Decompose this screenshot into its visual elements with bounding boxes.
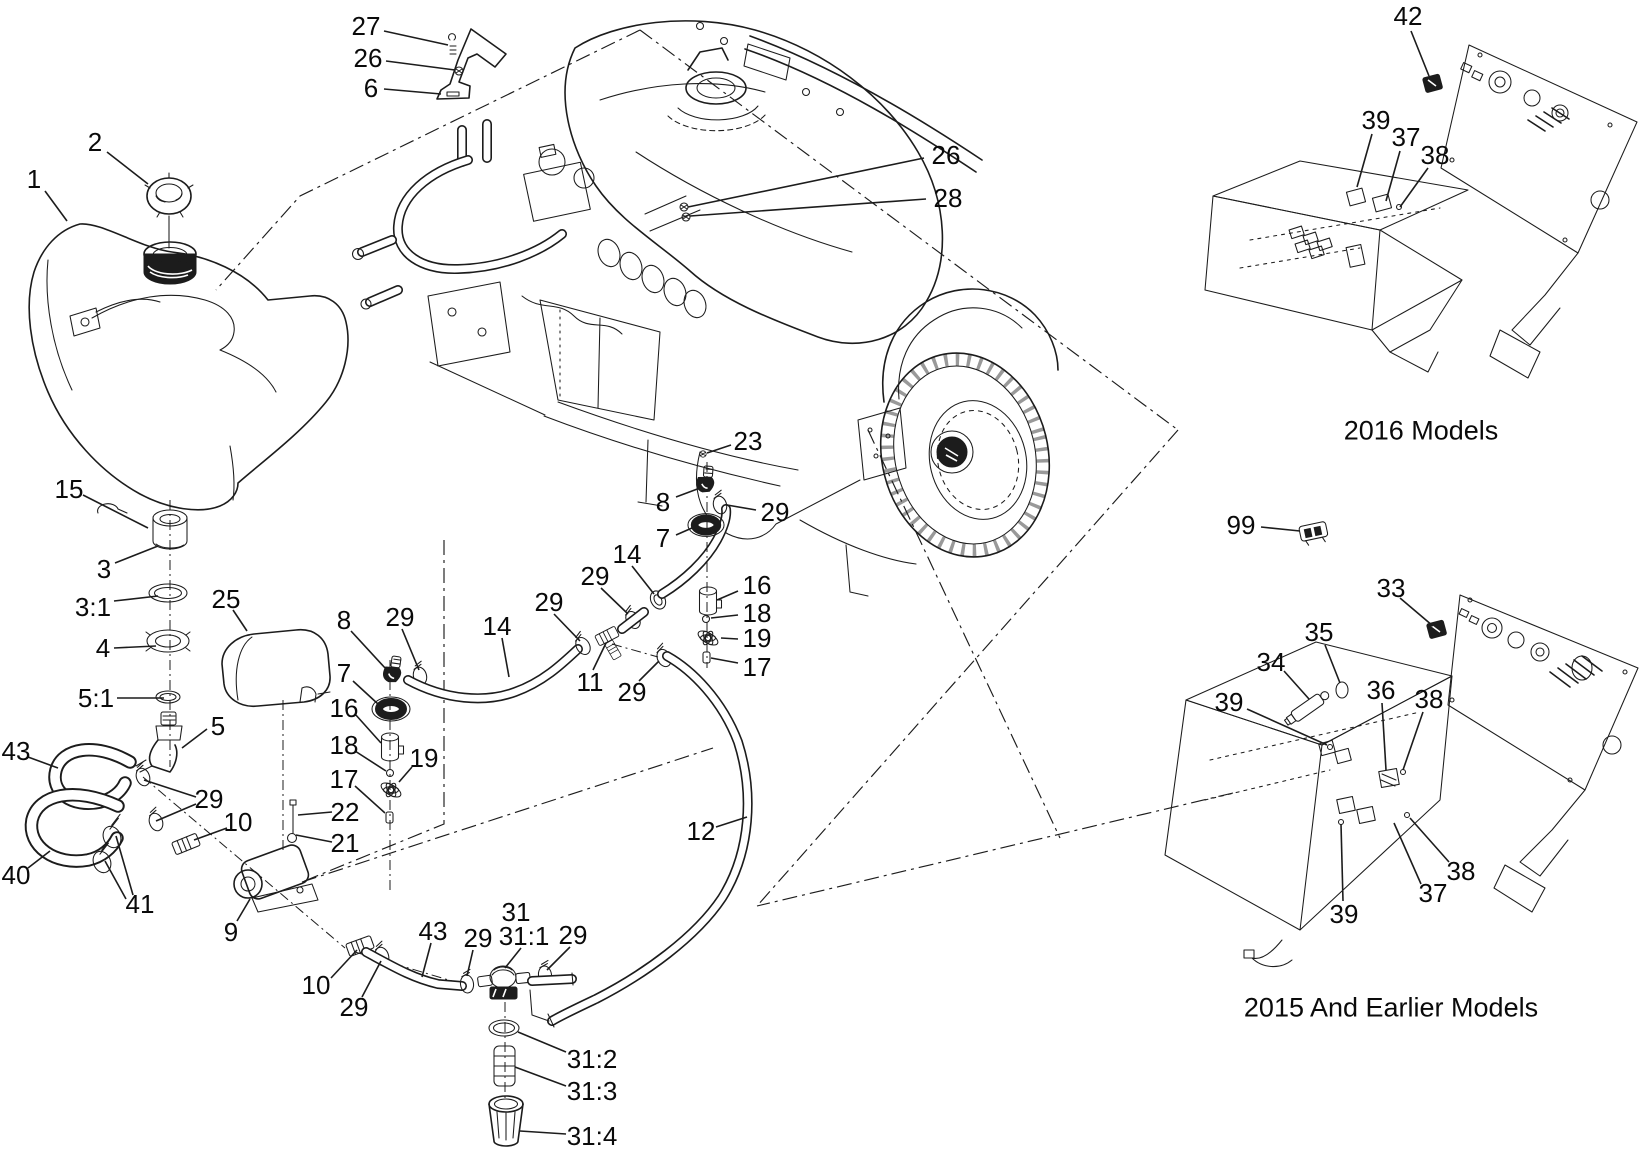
- callout-label: 29: [534, 587, 564, 617]
- screw-38b: [1401, 770, 1406, 775]
- console-2016: [1205, 45, 1637, 378]
- callout-label: 38: [1420, 140, 1450, 170]
- callout-label: 14: [612, 539, 642, 569]
- callout-label: 16: [329, 693, 359, 723]
- callout-leader: [1394, 823, 1421, 884]
- callout-leader: [83, 495, 148, 528]
- callout-label: 19: [409, 743, 439, 773]
- callout-leader: [1341, 824, 1343, 901]
- callout-label: 18: [742, 598, 772, 628]
- callout-leader: [296, 835, 332, 842]
- callout-label: 4: [95, 633, 111, 663]
- callout-label: 38: [1414, 684, 1444, 714]
- seal-4: [146, 630, 190, 652]
- callout-leader: [711, 658, 738, 663]
- callout-leader: [515, 1067, 566, 1086]
- caption-2016-models: 2016 Models: [1343, 415, 1499, 446]
- callout-label: 12: [686, 816, 716, 846]
- callout-leader: [1284, 671, 1309, 699]
- ring-21: [288, 834, 297, 843]
- callout-leader: [1357, 134, 1372, 187]
- callout-label: 14: [482, 611, 512, 641]
- callout-label: 10: [223, 807, 253, 837]
- callout-label: 41: [125, 889, 155, 919]
- callout-leader: [721, 638, 738, 639]
- callout-label: 31: [501, 897, 531, 927]
- callout-leader: [717, 591, 738, 600]
- callout-leader: [384, 31, 448, 45]
- callout-label: 2: [87, 127, 103, 157]
- callout-label: 26: [931, 140, 961, 170]
- callout-label: 27: [351, 11, 381, 41]
- callout-label: 42: [1393, 1, 1423, 31]
- callout-label: 35: [1304, 617, 1334, 647]
- callout-leader: [331, 950, 357, 978]
- callout-label: 39: [1329, 899, 1359, 929]
- callout-leader: [1410, 818, 1449, 862]
- callout-leader: [402, 629, 419, 670]
- relay-39: [1346, 188, 1365, 206]
- machine-overview: [353, 21, 1071, 596]
- callout-label: 99: [1226, 510, 1256, 540]
- callout-label: 11: [576, 667, 604, 697]
- fuel-tank: [29, 173, 348, 510]
- fuse-99: [1299, 521, 1330, 546]
- callout-leader: [502, 638, 509, 677]
- rear-wheel: [846, 289, 1070, 596]
- caption-2015-earlier-models: 2015 And Earlier Models: [1243, 992, 1539, 1023]
- callout-label: 39: [1361, 105, 1391, 135]
- oring-5-1: [156, 691, 180, 703]
- relay-cluster-2015: [1319, 740, 1410, 824]
- callout-label: 29: [385, 602, 415, 632]
- relay-37: [1372, 194, 1391, 212]
- callout-leader: [1382, 703, 1386, 770]
- callout-label: 28: [933, 183, 963, 213]
- callout-label: 37: [1391, 122, 1421, 152]
- callout-label: 29: [558, 920, 588, 950]
- callout-leader: [1400, 168, 1428, 207]
- callout-label: 34: [1256, 647, 1286, 677]
- callout-leader: [45, 191, 67, 221]
- callout-leader: [520, 1131, 566, 1134]
- callout-leader: [351, 631, 386, 669]
- callout-leader: [1261, 527, 1300, 531]
- callout-label: 37: [1418, 878, 1448, 908]
- callout-label: 7: [655, 523, 671, 553]
- callout-label: 29: [194, 784, 224, 814]
- callout-label: 29: [339, 992, 369, 1022]
- callout-label: 31:2: [566, 1044, 618, 1074]
- callout-leader: [601, 588, 628, 614]
- relay-36: [1379, 769, 1400, 788]
- callout-label: 8: [655, 487, 671, 517]
- callout-leader: [1247, 709, 1327, 745]
- callout-leader: [676, 528, 692, 535]
- ring-35: [1336, 682, 1348, 698]
- callout-label: 29: [463, 923, 493, 953]
- callout-label: 5: [210, 711, 226, 741]
- callout-leader: [1411, 31, 1429, 76]
- callout-leader: [518, 1032, 566, 1052]
- callout-leader: [676, 488, 700, 497]
- callout-leader: [107, 152, 148, 184]
- callout-label: 21: [330, 828, 360, 858]
- callout-label: 19: [742, 623, 772, 653]
- callout-label: 17: [742, 652, 772, 682]
- hose-12: [548, 656, 748, 1027]
- plug-42: [1422, 74, 1442, 93]
- callout-label: 16: [742, 570, 772, 600]
- callout-label: 3:1: [74, 592, 112, 622]
- callout-leader: [298, 812, 332, 815]
- callout-label: 25: [211, 584, 241, 614]
- callout-leader: [711, 615, 738, 618]
- callout-label: 7: [336, 658, 352, 688]
- callout-layer: [2, 1, 1476, 1151]
- callout-label: 29: [580, 561, 610, 591]
- callout-leader: [114, 596, 158, 601]
- callout-leader: [505, 948, 521, 968]
- hose-14-assembly: [408, 509, 726, 698]
- callout-label: 8: [336, 605, 352, 635]
- callout-leader: [194, 828, 227, 840]
- callout-leader: [727, 505, 756, 510]
- callout-label: 1: [26, 164, 42, 194]
- callout-label: 18: [329, 730, 359, 760]
- callout-label: 31:3: [566, 1076, 618, 1106]
- callout-label: 38: [1446, 856, 1476, 886]
- oring-31-2: [489, 1020, 519, 1036]
- callout-leader: [105, 861, 126, 899]
- callout-label: 40: [1, 860, 31, 890]
- callout-leader: [467, 950, 473, 976]
- callout-leader: [1403, 712, 1423, 770]
- callout-leader: [115, 546, 158, 563]
- callout-label: 31:4: [566, 1121, 618, 1151]
- boundary-lines: [216, 30, 1233, 906]
- fuel-cap: [145, 173, 193, 248]
- callout-leader: [1325, 645, 1340, 683]
- callout-label: 5:1: [77, 683, 115, 713]
- callout-leader: [355, 786, 385, 813]
- screw-26: [455, 67, 463, 75]
- vent-hoses-and-pump: [31, 750, 462, 984]
- fuel-pump-9: [234, 843, 318, 912]
- callout-leader: [386, 61, 455, 70]
- callout-label: 29: [617, 677, 647, 707]
- callout-leader: [237, 899, 250, 921]
- bracket-6: [437, 29, 506, 99]
- callout-leader: [182, 729, 207, 748]
- callout-leader: [144, 780, 196, 797]
- callout-label: 6: [363, 73, 379, 103]
- callout-leader: [355, 714, 381, 743]
- bolt-27: [449, 34, 456, 54]
- callout-label: 43: [1, 736, 31, 766]
- callout-leader: [384, 89, 441, 94]
- callout-leader: [156, 804, 196, 821]
- oring-3-1: [149, 584, 187, 602]
- callout-label: 23: [733, 426, 763, 456]
- sensor-34: [1283, 688, 1332, 727]
- callout-leader: [632, 566, 654, 594]
- callout-label: 31:1: [498, 921, 550, 951]
- callout-label: 3: [96, 554, 112, 584]
- callout-label: 9: [223, 917, 239, 947]
- fuse-block: [1289, 226, 1365, 267]
- elbow-5: [136, 712, 182, 772]
- cup-31-4: [489, 1096, 523, 1146]
- callout-label: 33: [1376, 573, 1406, 603]
- callout-leader: [422, 943, 431, 977]
- callout-leader: [593, 643, 606, 670]
- filter-valve-31-1: [477, 966, 530, 999]
- callout-leader: [554, 614, 580, 641]
- callout-leader: [707, 445, 731, 453]
- callout-label: 43: [418, 916, 448, 946]
- callout-leader: [547, 947, 570, 970]
- callout-label: 17: [329, 764, 359, 794]
- callout-label: 10: [301, 970, 331, 1000]
- callout-leader: [690, 199, 926, 216]
- callout-label: 15: [54, 474, 84, 504]
- callout-label: 36: [1366, 675, 1396, 705]
- callout-label: 39: [1214, 687, 1244, 717]
- callout-leader: [688, 158, 924, 207]
- callout-label: 22: [330, 797, 360, 827]
- screw-23: [700, 451, 706, 457]
- callout-label: 26: [353, 43, 383, 73]
- callout-label: 29: [760, 497, 790, 527]
